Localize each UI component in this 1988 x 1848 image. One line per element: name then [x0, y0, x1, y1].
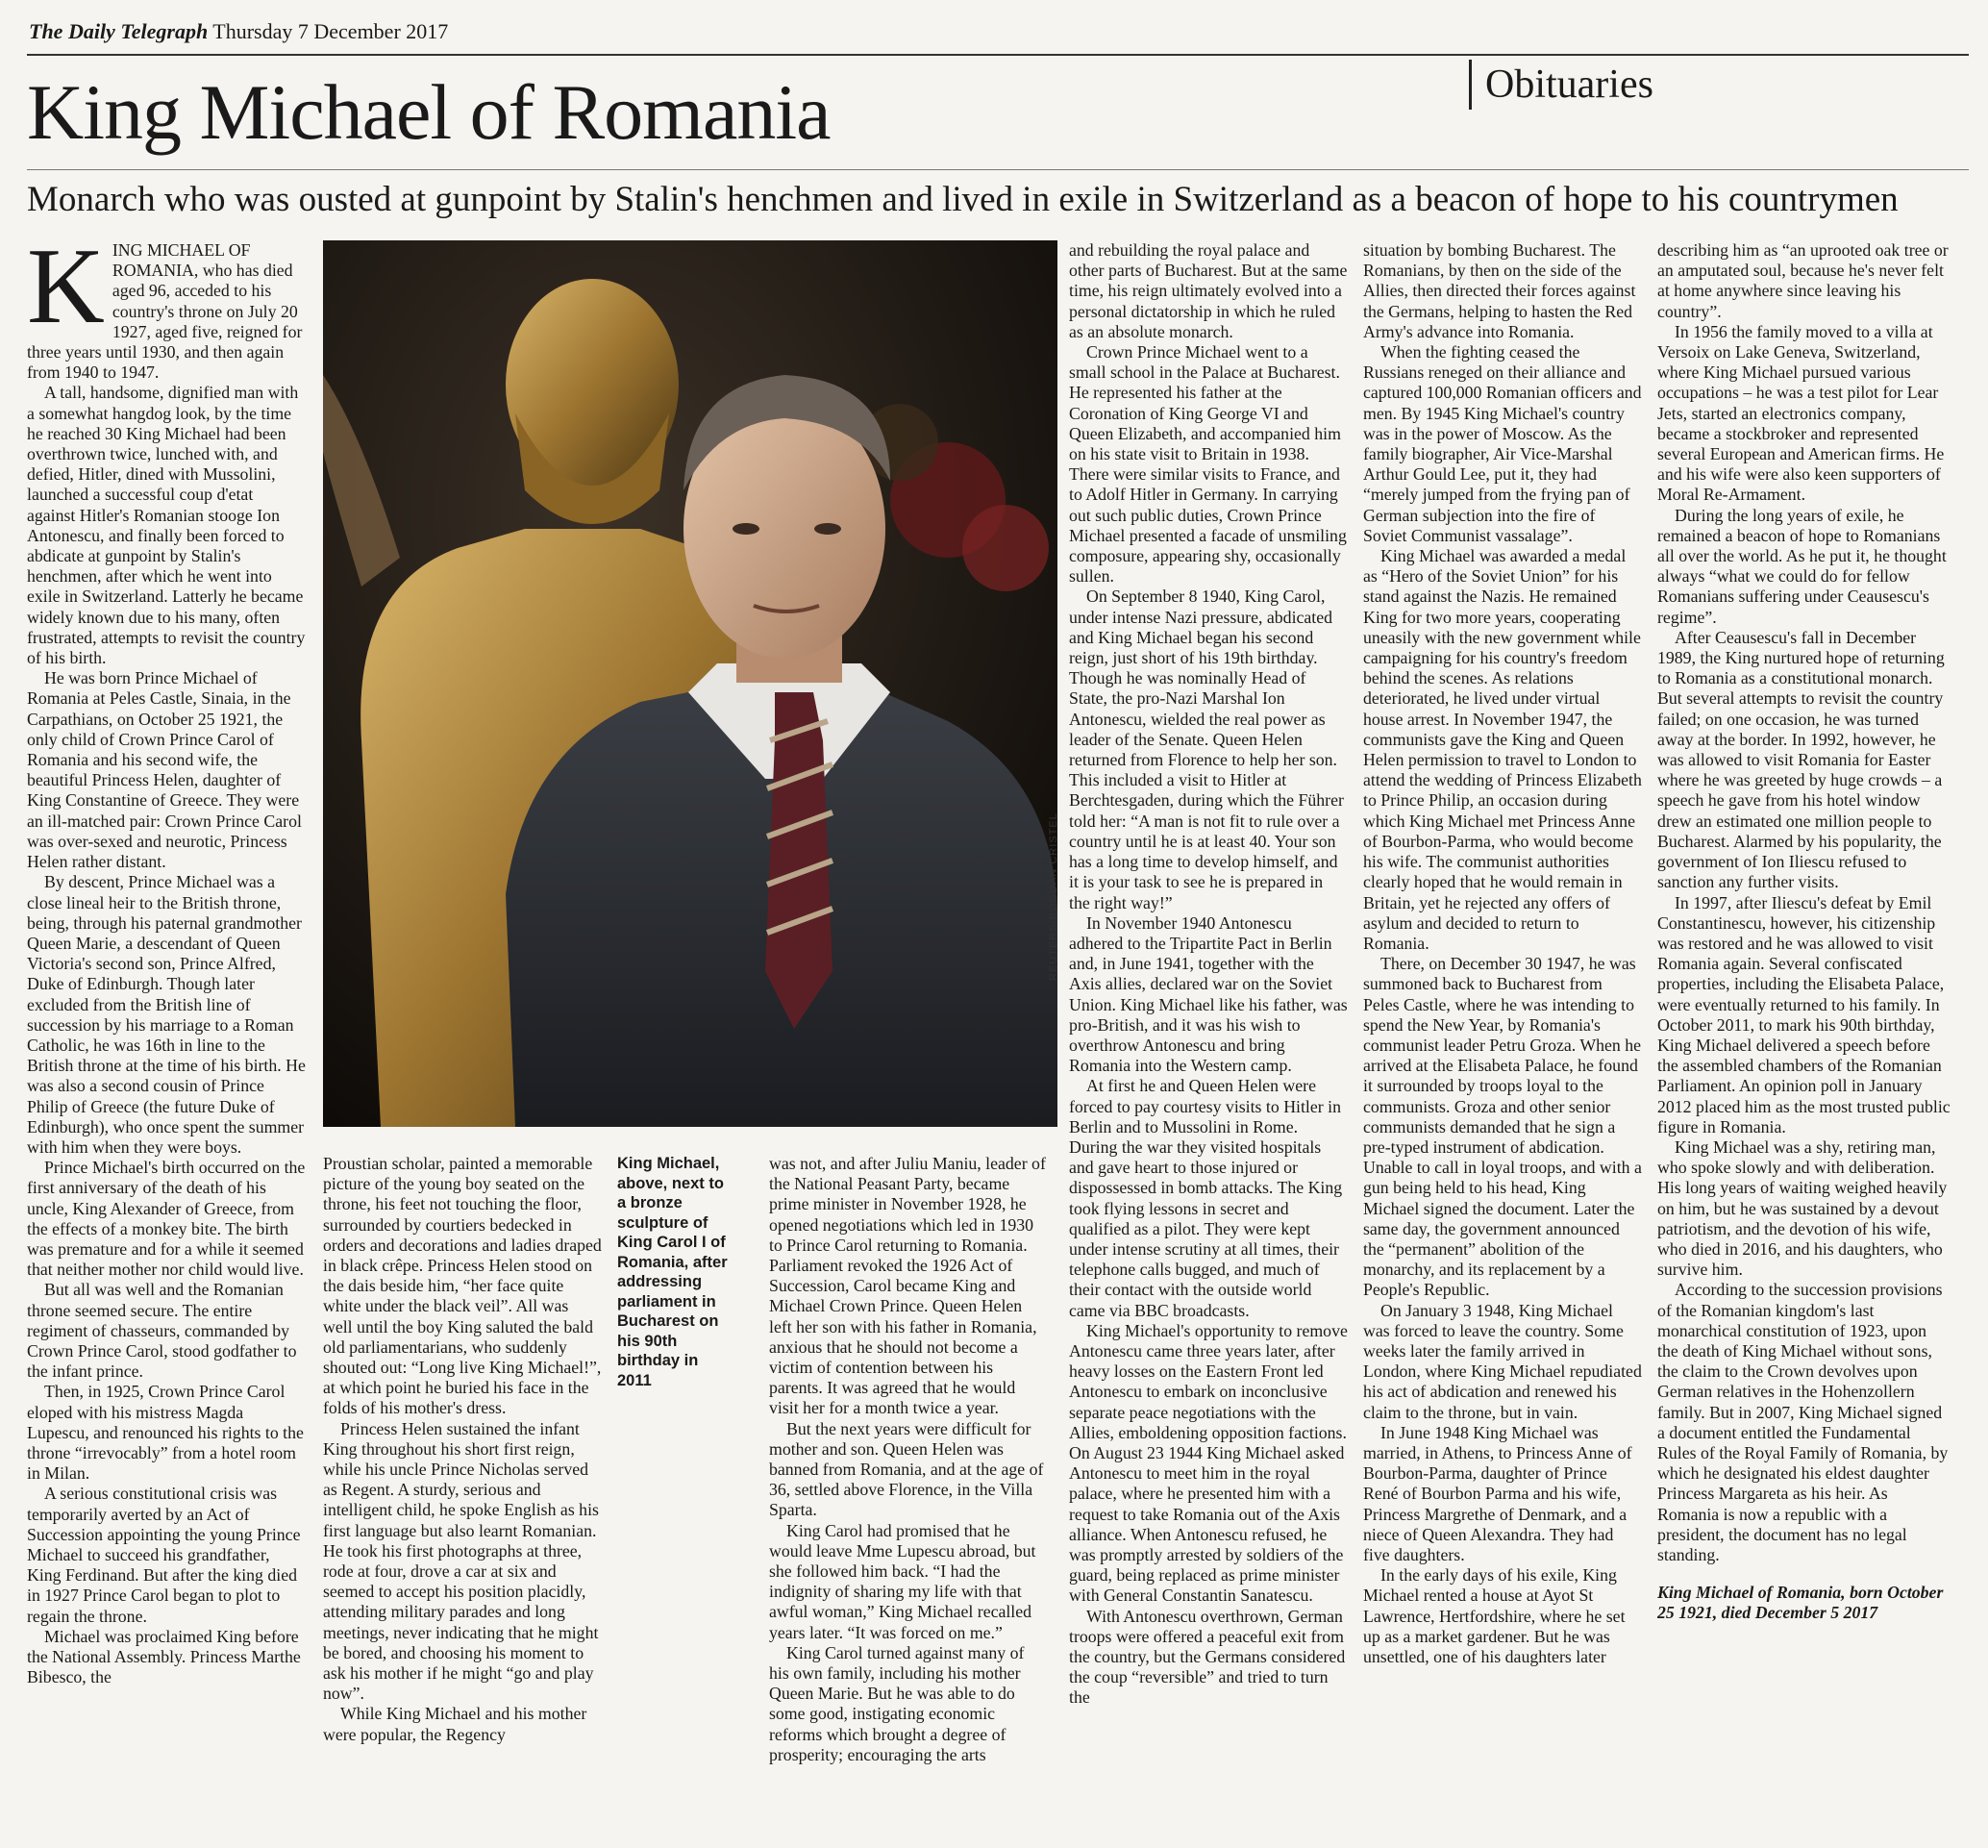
paragraph: was not, and after Juliu Maniu, leader of the National Peasant Party, became prime minister in November 1928, he opened negotiations which led in 1930 to Prince Carol returning to Romania. Parliament revoked the 1926 Act of Succession, Carol became King and Michael Crown Prince. Queen Helen left her son with his father in Romania, anxious that he should not become a victim of contention between his parents. It was agreed that he would visit her for a month twice a year.: [769, 1154, 1046, 1418]
paragraph: When the fighting ceased the Russians reneged on their alliance and captured 100,000 Romanian officers and men. By 1945 King Michael's country was in the power of Moscow. As the family biographer, Air Vice-Marshal Arthur Gould Lee, put it, they had “merely jumped from the frying pan of German subjection into the fire of Soviet Communist vassalage”.: [1363, 342, 1642, 545]
paragraph: According to the succession provisions of the Romanian kingdom's last monarchical constitution of 1923, upon the death of King Michael without sons, the claim to the Crown devolves upon German relatives in the Hohenzollern family. But in 2007, King Michael signed a document entitled the Fundamental Rules of the Royal Family of Romania, by which he designated his eldest daughter Princess Margareta as his heir. As Romania is now a republic with a president, the document has no legal standing.: [1657, 1280, 1949, 1564]
paragraph: There, on December 30 1947, he was summoned back to Bucharest from Peles Castle, where he was intending to spend the New Year, by Romania's communist leader Petru Groza. When he arrived at the Elisabeta Palace, he found it surrounded by troops loyal to the communists. Groza and other senior communists demanded that he sign a pre-typed instrument of abdication. Unable to call in loyal troops, and with a gun being held to his head, King Michael signed the document. Later the same day, the government announced the “permanent” abolition of the monarchy, and its replacement by a People's Republic.: [1363, 954, 1642, 1300]
column-3: [769, 1154, 1048, 1827]
paragraph: Michael was proclaimed King before the National Assembly. Princess Marthe Bibesco, the: [27, 1626, 301, 1687]
paragraph: Princess Helen sustained the infant King throughout his short first reign, while his uncle Prince Nicholas served as Regent. A sturdy, serious and intelligent child, he spoke English as his first language but also learnt Romanian. He took his first photographs at three, rode at four, drove a car at six and seemed to accept his position placidly, attending military parades and long meetings, never indicating that he might be bored, and choosing his moment to ask his mother if he might “go and play now”.: [323, 1418, 599, 1704]
paragraph: On September 8 1940, King Carol, under intense Nazi pressure, abdicated and King Michael began his second reign, just short of his 19th birthday. Though he was nominally Head of State, the pro-Nazi Marshal Ion Antonescu, wielded the real power as leader of the Senate. Queen Helen returned from Florence to help her son. This included a visit to Hitler at Berchtesgaden, during which the Führer told her: “A man is not fit to rule over a country until he is at least 40. Your son has a long time to develop himself, and it is your task to see he is prepared in the right way!”: [1069, 587, 1344, 912]
paragraph: In 1956 the family moved to a villa at Versoix on Lake Geneva, Switzerland, where King Michael pursued various occupations – he was a test pilot for Lear Jets, started an electronics company, became a stockbroker and represented several European and American firms. He and his wife were also keen supporters of Moral Re-Armament.: [1657, 321, 1945, 505]
paragraph: ING MICHAEL OF ROMANIA, who has died aged 96, acceded to his country's throne on July 20 1927, aged five, reigned for three years until 1930, and then again from 1940 to 1947.: [27, 240, 303, 383]
paragraph: King Michael was awarded a medal as “Hero of the Soviet Union” for his stand against the Nazis. He remained King for two more years, cooperating uneasily with the new government while campaigning for his country's freedom behind the scenes. As relations deteriorated, he lived under virtual house arrest. In November 1947, the communists gave the King and Queen Helen permission to travel to London to attend the wedding of Princess Elizabeth to Prince Philip, an occasion during which King Michael met Princess Anne of Bourbon-Parma, who would become his wife. The communist authorities clearly hoped that he would remain in Britain, yet he rejected any offers of asylum and decided to return to Romania.: [1363, 546, 1642, 953]
photo-king-michael-with-bronze-bust: [323, 240, 1057, 1127]
paragraph: situation by bombing Bucharest. The Romanians, by then on the side of the Allies, then directed their forces against the Germans, helping to hasten the Red Army's advance into Romania.: [1363, 240, 1636, 341]
paragraph: By descent, Prince Michael was a close lineal heir to the British throne, being, through his paternal grandmother Queen Marie, a descendant of Queen Victoria's second son, Prince Alfred, Duke of Edinburgh. Though later excluded from the British line of succession by his marriage to a Roman Catholic, he was 16th in line to the British throne at the time of his birth. He was also a second cousin of Prince Philip of Greece (the future Duke of Edinburgh), who once spent the summer with him when they were boys.: [27, 872, 306, 1157]
paragraph: describing him as “an uprooted oak tree or an amputated soul, because he's never felt at home anywhere since leaving his country”.: [1657, 240, 1949, 321]
obituary-signoff: King Michael of Romania, born October 25 1921, died December 5 2017: [1657, 1583, 1944, 1623]
photo-illustration: [323, 240, 1057, 1127]
paragraph: In June 1948 King Michael was married, in Athens, to Princess Anne of Bourbon-Parma, daughter of Prince René of Bourbon Parma and his wife, Princess Margrethe of Denmark, and a niece of Queen Alexandra. They had five daughters.: [1363, 1422, 1632, 1564]
paragraph: and rebuilding the royal palace and other parts of Bucharest. But at the same time, his reign ultimately evolved into a personal dictatorship in which he ruled as an absolute monarch.: [1069, 240, 1348, 341]
paragraph: Then, in 1925, Crown Prince Carol eloped with his mistress Magda Lupescu, and renounced his rights to the throne “irrevocably” from a hotel room in Milan.: [27, 1382, 304, 1484]
paragraph: He was born Prince Michael of Romania at Peles Castle, Sinaia, in the Carpathians, on October 25 1921, the only child of Crown Prince Carol of Romania and his second wife, the beautiful Princess Helen, daughter of King Constantine of Greece. They were an ill-matched pair: Crown Prince Carol was over-sexed and neurotic, Princess Helen rather distant.: [27, 668, 302, 872]
paragraph: Prince Michael's birth occurred on the first anniversary of the death of his uncle, King Alexander of Greece, from the effects of a monkey bite. The birth was premature and for a while it seemed that neither mother nor child would live.: [27, 1158, 306, 1280]
paragraph: Proustian scholar, painted a memorable picture of the young boy seated on the throne, his feet not touching the floor, surrounded by courtiers bedecked in orders and decorations and ladies draped in black crêpe. Princess Helen stood on the dais beside him, “her face quite white under the black veil”. All was well until the boy King saluted the bald old parliamentarians, who suddenly shouted out: “Long live King Michael!”, at which point he buried his face in the folds of his mother's dress.: [323, 1154, 602, 1418]
paragraph: A serious constitutional crisis was temporarily averted by an Act of Succession appointing the young Prince Michael to succeed his grandfather, King Ferdinand. But after the king died in 1927 Prince Carol began to plot to regain the throne.: [27, 1484, 301, 1626]
paragraph: A tall, handsome, dignified man with a somewhat hangdog look, by the time he reached 30 King Michael had been overthrown twice, lunched with, and defied, Hitler, dined with Mussolini, launched a successful coup d'etat against Hitler's Romanian stooge Ion Antonescu, and finally been forced to abdicate at gunpoint by Stalin's henchmen, after which he went into exile in Switzerland. Latterly he became widely known due to his many, often frustrated, attempts to revisit the country of his birth.: [27, 383, 306, 668]
paragraph: At first he and Queen Helen were forced to pay courtesy visits to Hitler in Berlin and to Mussolini in Rome. During the war they visited hospitals and gave heart to those injured or dispossessed in bomb attacks. The King took flying lessons in secret and qualified as a pilot. They were kept under intense scrutiny at all times, their telephone calls bugged, and much of their contact with the outside world came via BBC broadcasts.: [1069, 1076, 1343, 1320]
paragraph: King Carol had promised that he would leave Mme Lupescu abroad, but she followed him back. “I had the indignity of sharing my life with that awful woman,” King Michael recalled years later. “It was forced on me.”: [769, 1520, 1036, 1642]
drop-cap: K: [27, 240, 105, 346]
paragraph: In 1997, after Iliescu's defeat by Emil Constantinescu, however, his citizenship was restored and he was allowed to visit Romania again. Several confiscated properties, including the Elisabeta Palace, were eventually returned to his family. In October 2011, to mark his 90th birthday, King Michael delivered a speech before the assembled chambers of the Romanian Parliament. An opinion poll in January 2012 placed him as the most trusted public figure in Romania.: [1657, 892, 1951, 1136]
paper-name: The Daily Telegraph: [29, 19, 209, 43]
standfirst: Monarch who was ousted at gunpoint by Stalin's henchmen and lived in exile in Switzerland as a beacon of hope to his countrymen: [27, 180, 1899, 219]
headline-rule: [27, 169, 1969, 170]
paragraph: During the long years of exile, he remained a beacon of hope to Romanians all over the world. As he put it, he thought always “what we could do for fellow Romanians suffering under Ceausescu's regime”.: [1657, 505, 1947, 627]
paragraph: While King Michael and his mother were popular, the Regency: [323, 1704, 587, 1744]
column-4: [1069, 240, 1348, 1827]
paragraph: With Antonescu overthrown, German troops were offered a peaceful exit from the country, but the Germans considered the coup “reversible” and tried to turn the: [1069, 1606, 1346, 1708]
paragraph: But all was well and the Romanian throne seemed secure. The entire regiment of chasseurs, commanded by Crown Prince Carol, stood godfather to the infant prince.: [27, 1280, 297, 1382]
paragraph: King Carol turned against many of his own family, including his mother Queen Marie. But he was able to do some good, instigating economic reforms which brought a degree of prosperity; encouraging the arts: [769, 1642, 1025, 1764]
paragraph: King Michael was a shy, retiring man, who spoke slowly and with deliberation. His long years of waiting weighed heavily on him, but he was sustained by a devout patriotism, and the devotion of his wife, who died in 2016, and his daughters, who survive him.: [1657, 1136, 1948, 1280]
paragraph: In the early days of his exile, King Michael rented a house at Ayot St Lawrence, Hertfordshire, where he set up as a market gardener. But he was unsettled, one of his daughters later: [1363, 1565, 1626, 1667]
column-6: [1657, 240, 1951, 1827]
column-5: [1363, 240, 1642, 1827]
issue-date: Thursday 7 December 2017: [212, 19, 449, 43]
paragraph: On January 3 1948, King Michael was forced to leave the country. Some weeks later the family arrived in London, where King Michael repudiated his act of abdication and renewed his claim to the throne, but in vain.: [1363, 1300, 1642, 1422]
column-1: [27, 240, 306, 1827]
masthead: [29, 19, 448, 44]
photo-credit: REUTERS/BOGDAN CRISTEL: [1048, 812, 1059, 981]
masthead-rule: [27, 54, 1969, 56]
headline: King Michael of Romania: [27, 68, 831, 156]
paragraph: King Michael's opportunity to remove Antonescu came three years later, after heavy losses on the Eastern Front led Antonescu to embark on inconclusive separate peace negotiations with the Allies, emboldening opposition factions. On August 23 1944 King Michael asked Antonescu to meet him in the royal palace, where he presented him with a request to take Romania out of the Axis alliance. When Antonescu refused, he was promptly arrested by soldiers of the guard, being replaced as prime minister with General Constantin Sanatescu.: [1069, 1320, 1348, 1606]
column-2: [323, 1154, 602, 1827]
section-label: Obituaries: [1469, 60, 1653, 110]
paragraph: After Ceausescu's fall in December 1989, the King nurtured hope of returning to Romania as a constitutional monarch. But several attempts to revisit the country failed; on one occasion, he was turned away at the border. In 1992, however, he was allowed to visit Romania for Easter where he was greeted by huge crowds – a speech he gave from his hotel window drew an estimated one million people to Bucharest. Alarmed by his popularity, the government of Ion Iliescu refused to sanction any further visits.: [1657, 627, 1945, 892]
paragraph: Crown Prince Michael went to a small school in the Palace at Bucharest. He represented his father at the Coronation of King George VI and Queen Elizabeth, and accompanied him on his state visit to Britain in 1938. There were similar visits to France, and to Adolf Hitler in Germany. In carrying out such public duties, Crown Prince Michael presented a facade of unsmiling composure, appearing shy, occasionally sullen.: [1069, 342, 1347, 587]
photo-caption: King Michael, above, next to a bronze sculpture of King Carol I of Romania, after addressing parliament in Bucharest on his 90th birthday in 2011: [617, 1155, 728, 1389]
paragraph: But the next years were difficult for mother and son. Queen Helen was banned from Romania, and at the age of 36, settled above Florence, in the Villa Sparta.: [769, 1418, 1044, 1520]
paragraph: In November 1940 Antonescu adhered to the Tripartite Pact in Berlin and, in June 1941, together with the Axis allies, declared war on the Soviet Union. King Michael like his father, was pro-British, and it was his wish to overthrow Antonescu and bring Romania into the Western camp.: [1069, 912, 1348, 1076]
